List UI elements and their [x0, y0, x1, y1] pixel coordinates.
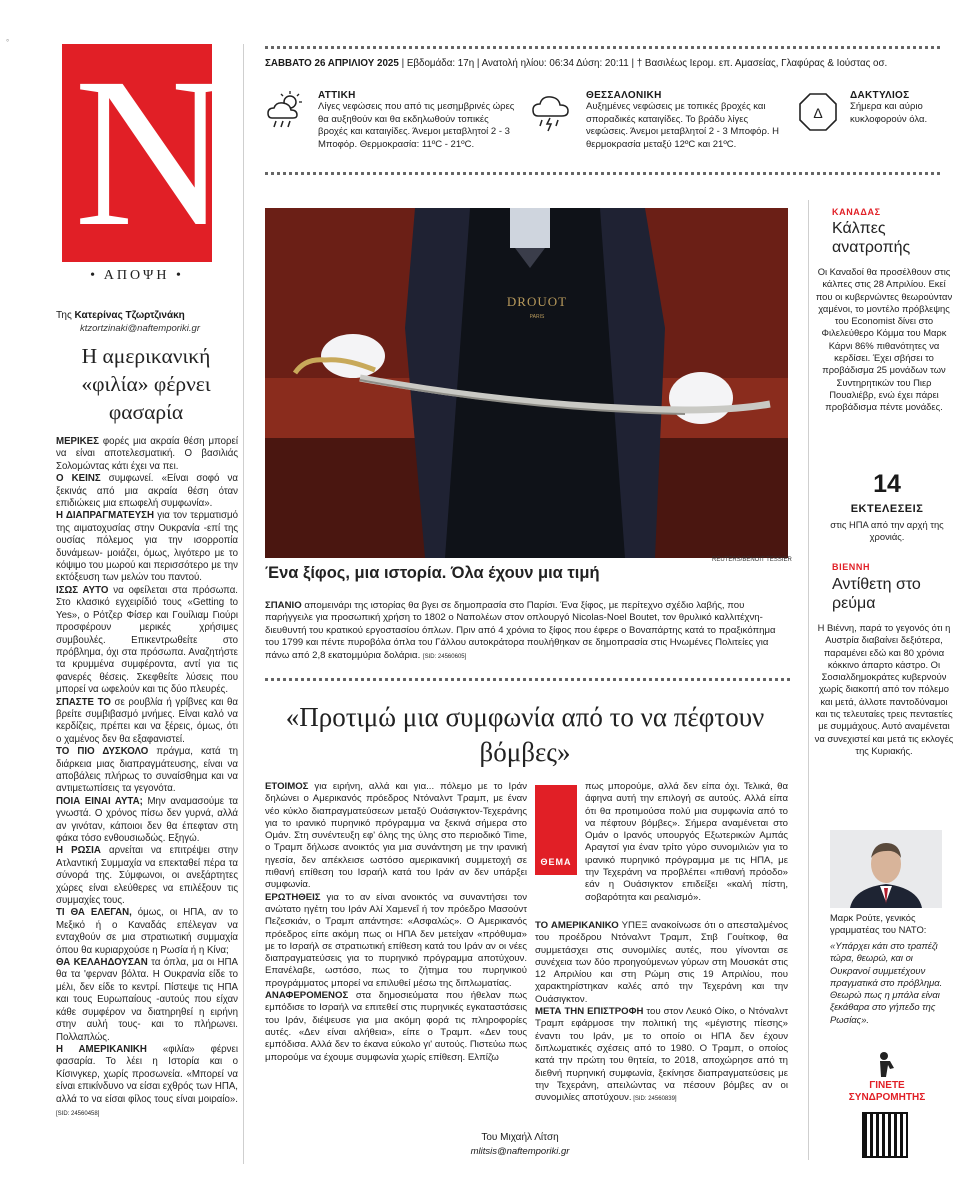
paragraph-kicker: Η ΔΙΑΠΡΑΓΜΑΤΕΥΣΗ — [56, 510, 154, 522]
paragraph — [56, 746, 238, 796]
paragraph-text: για τον τερματισμό της αιματοχυσίας στην Ουκρανία -επί της ουσίας πόλεμος για την ισορροπία δυνάμεων- μοιάζει, όμως, λιγότερο με το κόψιμο του μωρού και περισσότερο με την εκτόξευση των μελών του παντού. — [56, 510, 238, 584]
caption-kicker: ΣΠΑΝΙΟ — [265, 600, 302, 611]
paragraph-kicker: ΜΕΡΙΚΕΣ — [56, 436, 99, 447]
quote-speaker: Μαρκ Ρούτε, γενικός γραμματέας του ΝΑΤΟ: — [830, 912, 927, 936]
theme-badge — [535, 785, 577, 875]
auction-photo — [265, 208, 788, 558]
paragraph — [56, 1044, 238, 1120]
paragraph-text: «φιλία» φέρνει φασαρία. Το λέει η Ιστορία και ο Κίσινγκερ, χωρίς προσωνεία. «Μπορεί να είναι επικίνδυνο να είσαι εχθρός των ΗΠΑ, αλλά το να είσαι φίλος τους είναι μοιραίο». — [56, 1043, 238, 1105]
main-column-2-top — [585, 781, 788, 904]
paragraph-kicker: ΤΟ ΠΙΟ ΔΥΣΚΟΛΟ — [56, 746, 149, 758]
paragraph-kicker: Ο ΚΕΙΝΣ — [56, 473, 101, 485]
rutte-portrait — [830, 830, 942, 908]
paragraph-text: αρνείται να επιτρέψει στην Ατλαντική Συμμαχία να επεκταθεί πέρα τα σύνορά της. Σύμφωνοι, οι ανεξάρτητες χώρες είναι ελεύθερες να επιλέξουν τις συμμαχίες τους. — [56, 845, 238, 907]
paragraph — [56, 510, 238, 584]
paragraph — [56, 957, 238, 1044]
sidebar-vienna-kicker: ΒΙΕΝΝΗ — [832, 562, 871, 572]
opinion-body — [56, 436, 238, 1120]
paragraph — [56, 585, 238, 697]
quote-text: «Υπάρχει κάτι στο τραπέζι τώρα, θεωρώ, και οι Ουκρανοί συμμετέχουν πραγματικά στο πρόβλημα. Θεωρώ πως η μπάλα είναι ξεκάθαρα στο γήπεδο της Ρωσίας». — [830, 940, 943, 1025]
paragraph-text: ΥΠΕΞ ανακοίνωσε ότι ο απεσταλμένος του προέδρου Ντόναλντ Τραμπ, Στιβ Γουίτκοφ, θα συμμετάσχει στις συνομιλίες αυτές, που γίνονται σε συνέχεια των δύο προηγούμενων γύρων στη Μουσκάτ στις 12 Απριλίου και στη Ρώμη στις 19 Απριλίου, που χαρακτηρίστηκαν καλές από την Τεχεράνη και την Ουάσιγκτον. — [535, 920, 788, 1005]
apron-text: DROUOT — [506, 294, 568, 309]
paragraph — [56, 473, 238, 510]
paragraph-kicker: ΘΑ ΚΕΛΑΗΔΟΥΣΑΝ — [56, 957, 148, 969]
weather-thessaloniki — [586, 90, 782, 151]
paragraph-text: να οφείλεται στα πρόσωπα. Στο κλασικό εγχειρίδιό τους «Getting to Yes», ο Ρότζερ Φίσερ και Γουίλιαμ Γιούρι προσφέρουν μερικές χρήσιμες συμβουλές. Επικεντρωθείτε στο πρόβλημα, όχι στα πρόσωπα. Αναζητήστε τα κρυμμένα συμφέροντα, αντί για τις φανερές θέσεις. Σκεφθείτε λύσεις που μπορεί να ωφελούν και τις δύο πλευρές. — [56, 584, 238, 696]
paragraph-text: στα δημοσιεύματα που ήθελαν πως εμπόδισε το Ισραήλ να επιτεθεί στις πυρηνικές εγκαταστάσεις του Ιράν, διέψευσε για μια ακόμη φορά τις πληροφορίες αυτές. «Δεν είναι αλήθεια», είπε ο Τραμπ. «Δεν τους εμπόδισα. Αλλά δεν το έκανα εύκολο γι' αυτούς. Πιστεύω πως μπορούμε να έχουμε συμφωνία χωρίς επίθεση. Ελπίζω — [265, 990, 527, 1063]
subscribe-qr-code[interactable] — [862, 1112, 908, 1158]
apron-sub-text: PARIS — [529, 314, 545, 320]
traffic-sign-icon — [796, 90, 840, 134]
paragraph-kicker: ΣΠΑΣΤΕ ΤΟ — [56, 696, 111, 708]
sidebar-canada-body: Οι Καναδοί θα προσέλθουν στις κάλπες στις 28 Απριλίου. Εκεί που οι κυβερνώντες θεωρούνταν χαμένοι, το μοντέλο πρόβλεψης του Economist δίνει στο Φιλελεύθερο Κόμμα του Μαρκ Κάρνι 86% πιθανότητες να κερδίσει. Έχει σβήσει το προβάδισμα 25 μονάδων των Συντηρητικών του Πιερ Πουαλιέβρ, ενώ έχει πάρει προβάδισμα πέντε μονάδες. — [815, 266, 953, 413]
newspaper-logo — [62, 34, 229, 271]
paragraph-kicker: ΕΡΩΤΗΘΕΙΣ — [265, 891, 321, 903]
main-byline — [420, 1132, 620, 1143]
weather-attica — [318, 90, 518, 151]
paragraph — [56, 907, 238, 957]
paragraph-text: για ειρήνη, αλλά και για... πόλεμο με το Ιράν δηλώνει ο Αμερικανός πρόεδρος Ντόναλντ Τραμπ, με έναν νέο κύκλο διαπραγματεύσεων μεταξύ Ουάσιγκτον-Τεχεράνης για το ιρανικό πυρηνικό πρόγραμμα να ξεκινά σήμερα στο Ομάν. Στη συνέντευξη εφ' όλης της ύλης στο περιοδικό Time, ο Τραμπ δήλωσε ανοικτός για μια συνάντηση με την ιρανική ηγεσία, δεν απέκλεισε ωστόσο αμερικανική συμμετοχή σε πιθανή επίθεση του Ισραήλ κατά του Ιράν αν δεν υπάρξει συμφωνία. — [265, 781, 527, 891]
paragraph-kicker: ΜΕΤΑ ΤΗΝ ΕΠΙΣΤΡΟΦΗ — [535, 1006, 644, 1018]
subscribe-figure-icon — [872, 1050, 900, 1078]
theme-label: ΘΕΜΑ — [540, 857, 572, 867]
date-strip: ΣΑΒΒΑΤΟ 26 ΑΠΡΙΛΙΟΥ 2025 | Εβδομάδα: 17η | Ανατολή ηλίου: 06:34 Δύση: 20:11 | † Βασιλέως Ιερομ. επ. Αμασείας, Γλαφύρας & Ιούστας οσ. — [265, 58, 888, 69]
photo-caption-headline: Ένα ξίφος, μια ιστορία. Όλα έχουν μια τιμή — [265, 564, 600, 582]
caption-ref: [SID: 24560605] — [422, 653, 467, 660]
photo-credit: REUTERS/BENOIT TESSIER — [712, 557, 792, 563]
sidebar-canada-headline: Κάλπες ανατροπής — [832, 220, 911, 256]
paragraph-ref: [SID: 24560839] — [631, 1096, 677, 1103]
paragraph-kicker: ΑΝΑΦΕΡΟΜΕΝΟΣ — [265, 990, 349, 1002]
paragraph-kicker: ΕΤΟΙΜΟΣ — [265, 781, 309, 792]
sidebar-divider — [808, 200, 809, 1160]
col2-top-text: πως μπορούμε, αλλά δεν είπα όχι. Τελικά, θα άφηνα αυτή την επιλογή σε αυτούς. Αλλά είπα ότι θα προτιμούσα πολύ μια συμφωνία από το να πέφτουν βόμβες». Σήμερα αναμένεται στο Ομάν ο Ιρανός υπουργός Εξωτερικών Αμπάς Αραγτσί για έναν τρίτο γύρο συνομιλιών για το ιρανικό πυρηνικό πρόγραμμα με τις ΗΠΑ, με την Τεχεράνη να προβλέπει «πιθανή πρόοδο» εάν η Ουάσιγκτον επιδείξει «καλή πίστη, σοβαρότητα και ρεαλισμό». — [585, 781, 788, 903]
paragraph-text: σε ρουβλία ή γρίβνες και θα βρείτε συμβιβασμό μνήμες. Είναι καλό να κερδίζεις, πρέπει και να ξέρεις, όμως, ότι ο χαμένος δεν θα εξαφανιστεί. — [56, 696, 238, 745]
paragraph-kicker: ΤΙ ΘΑ ΕΛΕΓΑΝ, — [56, 907, 132, 919]
logo-letter: N — [74, 34, 229, 271]
corner-mark: ° — [6, 38, 10, 47]
paragraph-text: τα όπλα, μα οι ΗΠΑ θα τα 'φερναν βόλτα. Η Ουκρανία είδε το μέλι, δεν είδε το κεντρί. Πίστεψε τις ΗΠΑ και τους Ευρωπαίους -αυτούς που είχαν κάθε συμφέρον να διατηρηθεί η ειρήνη στην αυλή τους- και το πλήρωνει. Πολλαπλώς. — [56, 957, 238, 1043]
caption-bottom-rule — [265, 678, 790, 681]
sidebar-canada-kicker: ΚΑΝΑΔΑΣ — [832, 207, 881, 217]
paragraph — [56, 845, 238, 907]
paragraph — [56, 436, 238, 473]
sidebar-vienna-headline: Αντίθετη στο ρεύμα — [832, 576, 921, 612]
paragraph — [265, 781, 527, 892]
opinion-author-email: ktzortzinaki@naftemporiki.gr — [80, 323, 200, 334]
paragraph-text: συμφωνεί. «Είναι σοφό να ξεκινάς από μια ακραία θέση όταν επιδιώκεις μια επωφελή συμφωνία». — [56, 473, 238, 510]
sidebar-vienna-body: Η Βιέννη, παρά το γεγονός ότι η Αυστρία διαβαίνει δεξιότερα, παραμένει εδώ και 80 χρόνια κόκκινο άπαρτο κάστρο. Οι Σοσιαλδημοκράτες κυβερνούν χωρίς διακοπή από τον πόλεμο και μετά, άλλοτε παντοδύναμοι και τις τελευταίες τρεις πενταετίες με συμμάχους. Αυτό αναμένεται να συνεχιστεί και μετά τις εκλογές της Κυριακής. — [814, 622, 954, 756]
main-headline: «Προτιμώ μια συμφωνία από το να πέφτουν βόμβες» — [285, 702, 765, 767]
main-column-1 — [265, 781, 527, 1064]
paragraph — [265, 892, 527, 990]
executions-label: ΕΚΤΕΛΕΣΕΙΣ — [850, 503, 924, 515]
weather-bottom-rule — [265, 172, 940, 175]
paragraph — [56, 796, 238, 846]
paragraph — [535, 920, 788, 1006]
week-number: Εβδομάδα: 17η — [406, 58, 475, 69]
paragraph-ref: [SID: 24560458] — [56, 1110, 100, 1117]
paragraph — [56, 697, 238, 747]
saints-day: † Βασιλέως Ιερομ. επ. Αμασείας, Γλαφύρας & Ιούστας οσ. — [636, 58, 888, 69]
paragraph-text: φορές μια ακραία θέση μπορεί να είναι αποτελεσματική. Ο βασιλιάς Σολομώντας κάτι έχει να πει. — [56, 436, 238, 472]
section-label: • ΑΠΟΨΗ • — [90, 268, 184, 283]
executions-sub: στις ΗΠΑ από την αρχή της χρονιάς. — [830, 519, 944, 543]
column-divider — [243, 44, 244, 1164]
sun-times: Ανατολή ηλίου: 06:34 Δύση: 20:11 — [481, 58, 629, 69]
photo-caption-body — [265, 600, 785, 663]
paragraph-text: του στον Λευκό Οίκο, ο Ντόναλντ Τραμπ εφάρμοσε την πολιτική της «μέγιστης πίεσης» έναντι του Ιράν, με το οποίο οι ΗΠΑ δεν έχουν διπλωματικές σχέσεις από το 1980. Ο Τραμπ, ο οποίος κατά την πρώτη του θητεία, το 2018, αποχώρησε από τη διεθνή πυρηνική συμφωνία, ξεκίνησε διαπραγματεύσεις με την Τεχεράνη, απειλώντας να πέσουν βόμβες αν οι συνομιλίες αποτύχουν. — [535, 1006, 788, 1104]
opinion-byline — [56, 310, 236, 321]
svg-text:Δ: Δ — [813, 105, 823, 121]
byline-prefix: Της — [56, 310, 75, 321]
paragraph-kicker: Η ΡΩΣΙΑ — [56, 845, 101, 857]
weather-thessaloniki-text: Αυξημένες νεφώσεις με τοπικές βροχές και σποραδικές καταιγίδες. Το βράδυ λίγες νεφώσεις. Άνεμοι μεταβλητοί 2 - 3 Μποφόρ. Η θερμοκρασία μεταξύ 12ºC και 21ºC. — [586, 101, 779, 150]
paragraph-kicker: Η ΑΜΕΡΙΚΑΝΙΚΗ — [56, 1043, 147, 1055]
paragraph-text: για το αν είναι ανοικτός να συναντήσει τον ανώτατο ηγέτη του Ιράν Αλί Χαμενεΐ ή τον πρόεδρο Μασούντ Πεζεσκιάν, ο Τραμπ απάντησε: «Ασφαλώς». Ο Αμερικανός πρόεδρος είπε ακόμη πως οι ΗΠΑ δεν μετείχαν «πρόθυμα» με το Ισραήλ σε στρατιωτική επίθεση κατά του Ιράν αν οι νέες διαπραγματεύσεις για το πυρηνικό πρόγραμμα αποτύχουν. Επανέλαβε, ωστόσο, πως το ζήτημα του πυρηνικού προγράμματος μπορεί να επιλυθεί μέσω της διπλωματίας. — [265, 891, 527, 989]
paragraph-text: Μην αναμασούμε τα γνωστά. Ο χρόνος πίσω δεν γυρνά, αλλά αν γινόταν, κάποιοι δεν θα έπεφταν στη φάκα τόσο ενθουσιωδώς. Εξηγώ. — [56, 795, 238, 844]
weather-thessaloniki-title: ΘΕΣΣΑΛΟΝΙΚΗ — [586, 90, 662, 101]
storm-cloud-icon — [530, 90, 574, 134]
paragraph — [535, 1006, 788, 1105]
paragraph-text: πράγμα, κατά τη διάρκεια μιας διαπραγμάτευσης, είναι να αποβάλεις πλήρως το συναίσθημα και να αντιμετωπίσεις τα γεγονότα. — [56, 746, 238, 795]
caption-text: απομεινάρι της ιστορίας θα βγει σε δημοπρασία στο Παρίσι. Ένα ξίφος, με περίτεχνο σχέδιο λαβής, που παρήγγειλε για προσωπική χρήση το 1802 ο Ναπολέων στον οπλουργό Nicolas-Noel Boutet, τον θρυλικό καλλιτέχνη-διευθυντή του κρατικού εργοστασίου όπλων. Πριν από 4 χρόνια το ξίφος που έφερε ο Βοναπάρτης κατά το πραξικόπημα του 1799 και πέντε πυροβόλα όπλα του Γάλλου αυτοκράτορα πουλήθηκαν σε δημοπρασία στις Ηνωμένες Πολιτείες για πάνω από 2,8 εκατομμύρια δολάρια. — [265, 600, 776, 661]
opinion-headline: Η αμερικανική «φιλία» φέρνει φασαρία — [81, 344, 211, 424]
header-top-rule — [265, 46, 940, 49]
paragraph-text: όμως, οι ΗΠΑ, αν το Μεξικό ή ο Καναδάς επέλεγαν να ενταχθούν σε μια στρατιωτική συμμαχία όπου θα κυριαρχούσε η Ρωσία ή η Κίνα; — [56, 907, 238, 956]
main-byline-prefix: Του — [481, 1132, 501, 1143]
opinion-column — [52, 34, 238, 1164]
paragraph-kicker: ΠΟΙΑ ΕΙΝΑΙ ΑΥΤΑ; — [56, 795, 143, 807]
paragraph-kicker: ΙΣΩΣ ΑΥΤΟ — [56, 584, 109, 596]
traffic-ring-text: Σήμερα και αύριο κυκλοφορούν όλα. — [850, 101, 928, 125]
photo-illustration — [265, 208, 788, 558]
traffic-ring — [850, 90, 950, 126]
traffic-ring-title: ΔΑΚΤΥΛΙΟΣ — [850, 90, 910, 101]
byline-author: Κατερίνας Τζωρτζινάκη — [74, 310, 185, 321]
subscribe-button[interactable]: ΓΙΝΕΤΕ ΣΥΝΔΡΟΜΗΤΗΣ — [848, 1080, 926, 1103]
sun-cloud-rain-icon — [264, 90, 308, 134]
main-author-email: mlitsis@naftemporiki.gr — [470, 1146, 570, 1157]
portrait-image — [830, 830, 942, 908]
main-column-2 — [535, 920, 788, 1105]
weather-attica-title: ΑΤΤΙΚΗ — [318, 90, 356, 101]
weather-attica-text: Λίγες νεφώσεις που από τις μεσημβρινές ώρες θα αυξηθούν και θα εκδηλωθούν τοπικές βροχές και καταιγίδες. Άνεμοι μεταβλητοί 2 - 3 Μποφόρ. Θερμοκρασία: 11ºC - 21ºC. — [318, 101, 515, 150]
issue-date: ΣΑΒΒΑΤΟ 26 ΑΠΡΙΛΙΟΥ 2025 — [265, 58, 399, 69]
executions-number: 14 — [873, 470, 901, 498]
main-byline-author: Μιχαήλ Λίτση — [500, 1132, 559, 1143]
paragraph-kicker: ΤΟ ΑΜΕΡΙΚΑΝΙΚΟ — [535, 920, 619, 931]
paragraph — [265, 990, 527, 1064]
